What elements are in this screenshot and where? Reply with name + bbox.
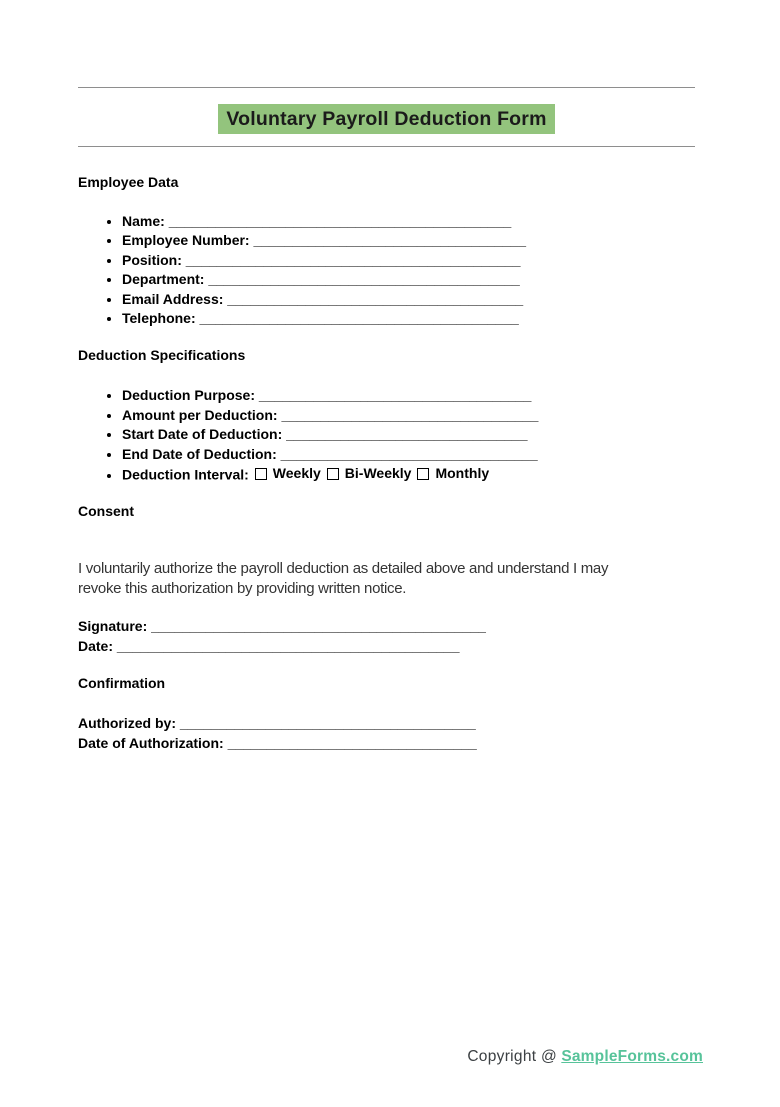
field-email-address-line: ______________________________________ [227,290,524,307]
consent-paragraph-line2: revoke this authorization by providing written notice. [78,580,407,598]
authorized-by-line: ______________________________________ [179,715,476,732]
field-amount-per-deduction-line: _________________________________ [281,406,539,423]
authorized-by-label: Authorized by: [78,715,176,732]
signature-field [78,616,695,636]
date-of-authorization-label: Date of Authorization: [78,735,224,752]
title-divider [78,146,695,147]
confirmation-heading: Confirmation [78,675,166,692]
consent-paragraph [78,559,682,599]
field-name [122,212,695,231]
field-deduction-interval [122,464,695,485]
signature-block [78,616,695,656]
field-position [122,251,695,270]
field-employee-number [122,231,695,250]
field-department-label: Department: [122,271,205,288]
field-department [122,270,695,289]
field-deduction-purpose-line: ___________________________________ [258,387,532,404]
interval-option-biweekly [327,464,412,483]
date-field [78,636,695,656]
weekly-checkbox[interactable] [255,468,267,480]
field-telephone-line: _________________________________________ [199,310,519,327]
authorized-by-field [78,713,695,733]
copyright-text: Copyright @ [467,1048,557,1065]
footer [467,1046,703,1068]
document-page [0,87,780,1107]
field-deduction-purpose [122,386,695,405]
authorization-block [78,713,695,753]
field-deduction-interval-label: Deduction Interval: [122,466,249,483]
field-amount-per-deduction-label: Amount per Deduction: [122,406,278,423]
field-name-line: ____________________________________________ [168,213,512,229]
page-title: Voluntary Payroll Deduction Form [218,104,554,134]
field-deduction-purpose-label: Deduction Purpose: [122,387,256,404]
monthly-checkbox[interactable] [417,468,429,480]
monthly-checkbox-label: Monthly [435,465,490,482]
field-telephone [122,309,695,328]
signature-line: ___________________________________________ [151,618,486,635]
field-email-address [122,290,695,309]
field-end-date [122,445,695,464]
field-position-line: ___________________________________________ [185,251,521,268]
date-line: ____________________________________________ [116,638,460,655]
field-name-label: Name: [122,213,165,229]
interval-option-weekly [255,464,321,483]
date-label: Date: [78,638,114,655]
deduction-specifications-list [78,386,695,485]
employee-data-heading: Employee Data [78,174,179,190]
signature-label: Signature: [78,618,148,635]
date-of-authorization-field [78,733,695,753]
field-email-address-label: Email Address: [122,290,224,307]
date-of-authorization-line: ________________________________ [227,735,477,752]
field-start-date [122,425,695,444]
consent-heading: Consent [78,503,134,520]
deduction-specifications-heading: Deduction Specifications [78,347,246,364]
field-employee-number-label: Employee Number: [122,232,250,249]
employee-data-list [78,212,695,328]
field-department-line: ________________________________________ [208,271,520,288]
field-start-date-label: Start Date of Deduction: [122,426,283,443]
interval-option-monthly [417,464,489,483]
consent-paragraph-line1: I voluntarily authorize the payroll deduction as detailed above and understand I may [78,560,609,578]
field-employee-number-line: ___________________________________ [253,232,526,249]
field-end-date-label: End Date of Deduction: [122,445,277,462]
title-block [78,88,695,146]
field-amount-per-deduction [122,406,695,425]
field-start-date-line: _______________________________ [286,426,528,443]
sampleforms-link[interactable]: SampleForms.com [561,1048,703,1065]
biweekly-checkbox-label: Bi-Weekly [344,465,412,482]
field-position-label: Position: [122,251,182,268]
field-telephone-label: Telephone: [122,310,196,327]
biweekly-checkbox[interactable] [327,468,339,480]
field-end-date-line: _________________________________ [280,445,538,462]
weekly-checkbox-label: Weekly [272,465,321,482]
